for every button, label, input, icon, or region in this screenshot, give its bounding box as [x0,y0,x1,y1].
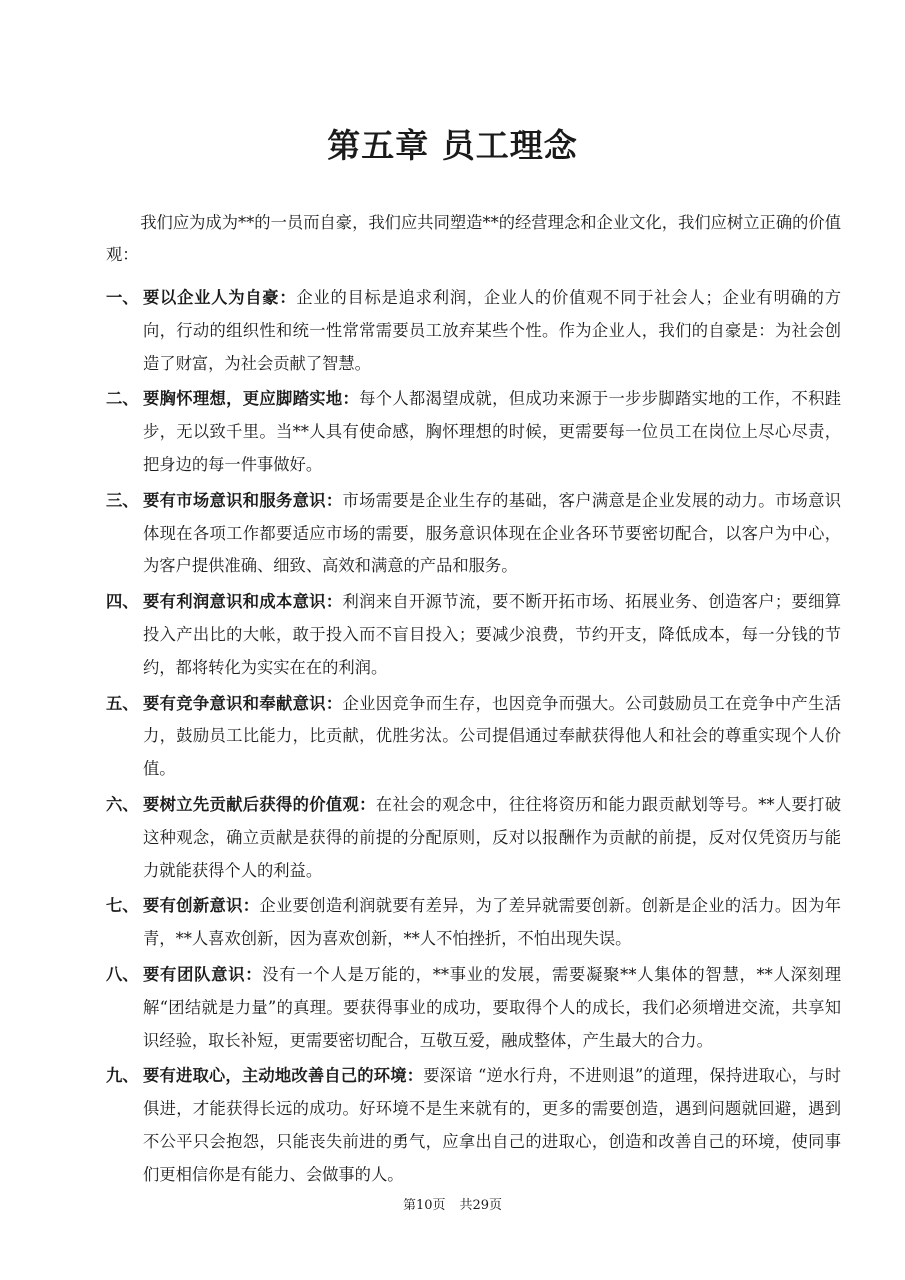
item-heading: 要以企业人为自豪： [143,288,297,307]
item-body [143,282,841,380]
item-heading: 要有利润意识和成本意识： [143,592,343,612]
item-number: 一、 [106,288,139,307]
item-body [143,485,841,583]
item-number: 七、 [106,896,139,916]
item-number: 八、 [106,964,139,984]
item-text: 在社会的观念中，往往将资历和能力跟贡献划等号。**人要打破这种观念，确立贡献是获得的前提的分配原则，反对以报酬作为贡献的前提，反对仅凭资历与能力就能获得个人的利益。 [143,794,841,880]
item-body [143,959,841,1057]
item-heading: 要树立先贡献后获得的价值观： [143,794,376,814]
item-heading: 要有进取心，主动地改善自己的环境： [143,1066,424,1086]
item-text: 没有一个人是万能的，**事业的发展，需要凝聚**人集体的智慧，**人深刻理解“团结就是力量”的真理。要获得事业的成功，要取得个人的成长，我们必须增进交流，共享知识经验，取长补短，更需要密切配合，互敬互爱，融成整体，产生最大的合力。 [143,964,841,1050]
item-heading: 要有创新意识： [143,896,260,916]
chapter-title: 第五章 员工理念 [327,126,578,165]
principle-item [106,1060,841,1191]
item-number: 六、 [106,794,139,814]
principle-item [106,789,841,887]
item-body [143,890,841,956]
item-body [143,789,841,887]
item-heading: 要有市场意识和服务意识： [143,490,343,510]
principle-item [106,282,841,380]
principle-item [106,485,841,583]
item-number: 九、 [106,1066,139,1086]
page-total: 共29页 [459,1198,503,1213]
intro-paragraph: 我们应为成为**的一员而自豪，我们应共同塑造**的经营理念和企业文化，我们应树立正确的价值观： [106,213,841,264]
item-number: 二、 [106,389,139,409]
item-body [143,383,841,481]
item-text: 企业的目标是追求利润，企业人的价值观不同于社会人；企业有明确的方向，行动的组织性和统一性常常需要员工放弃某些个性。作为企业人，我们的自豪是：为社会创造了财富，为社会贡献了智慧。 [143,288,841,373]
principle-item [106,383,841,481]
item-text: 企业要创造利润就要有差异，为了差异就需要创新。创新是企业的活力。因为年青，**人喜欢创新，因为喜欢创新，**人不怕挫折，不怕出现失误。 [143,896,841,949]
item-number: 四、 [106,592,139,612]
item-heading: 要有竞争意识和奉献意识： [143,693,343,713]
principle-item [106,586,841,684]
item-number: 五、 [106,693,139,713]
principle-item [106,890,841,956]
item-body [143,1060,841,1191]
item-text: 企业因竞争而生存，也因竞争而强大。公司鼓励员工在竞争中产生活力，鼓励员工比能力，比贡献，优胜劣汰。公司提倡通过奉献获得他人和社会的尊重实现个人价值。 [143,693,841,779]
item-text: 要深谙 “逆水行舟，不进则退”的道理，保持进取心，与时俱进，才能获得长远的成功。好环境不是生来就有的，更多的需要创造，遇到问题就回避，遇到不公平只会抱怨，只能丧失前进的勇气，应拿出自己的进取心，创造和改善自己的环境，使同事们更相信你是有能力、会做事的人。 [143,1066,841,1184]
item-body [143,688,841,786]
page-footer [0,1197,905,1215]
item-body [143,586,841,684]
item-heading: 要有团队意识： [143,964,263,984]
item-number: 三、 [106,490,139,510]
item-text: 市场需要是企业生存的基础，客户满意是企业发展的动力。市场意识体现在各项工作都要适应市场的需要，服务意识体现在企业各环节要密切配合，以客户为中心，为客户提供准确、细致、高效和满意的产品和服务。 [143,490,841,576]
item-text: 每个人都渴望成就，但成功来源于一步步脚踏实地的工作，不积跬步，无以致千里。当**人具有使命感，胸怀理想的时候，更需要每一位员工在岗位上尽心尽责，把身边的每一件事做好。 [143,389,841,474]
principle-item [106,959,841,1057]
item-heading: 要胸怀理想，更应脚踏实地： [143,389,360,409]
principles-list [106,282,841,1195]
item-text: 利润来自开源节流，要不断开拓市场、拓展业务、创造客户；要细算投入产出比的大帐，敢于投入而不盲目投入；要减少浪费，节约开支，降低成本，每一分钱的节约，都将转化为实实在在的利润。 [143,592,841,677]
principle-item [106,688,841,786]
page-number: 第10页 [402,1198,446,1213]
